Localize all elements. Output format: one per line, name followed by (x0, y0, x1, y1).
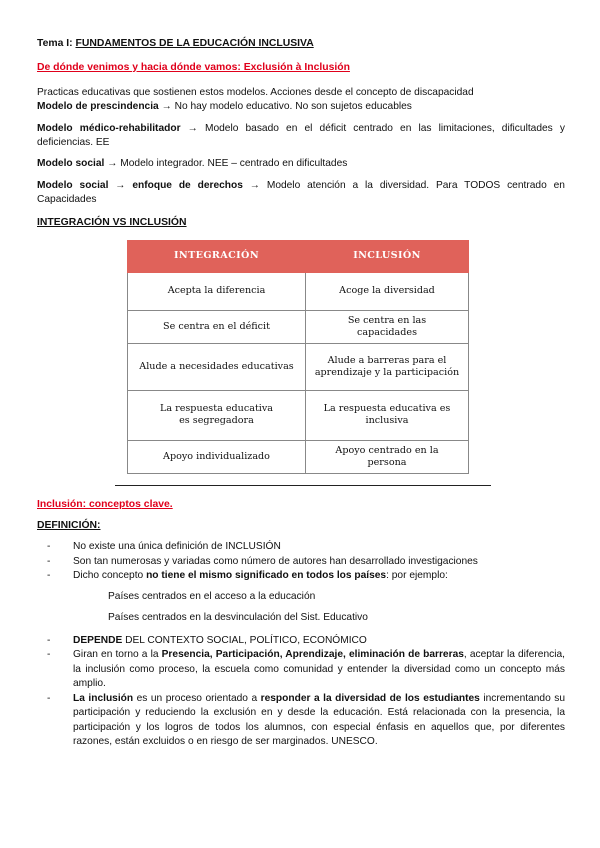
table-cell (128, 390, 306, 440)
table-cell (306, 440, 469, 473)
table-cell: Acoge la diversidad (306, 272, 469, 310)
list-item-emphasis: Presencia, Participación, Aprendizaje, eliminación de barreras (161, 649, 464, 661)
title-prefix: Tema I: (37, 38, 73, 49)
list-item-emphasis: no tiene el mismo significado en todos los países (146, 570, 387, 582)
list-item-text: : por ejemplo: (386, 570, 448, 582)
table-cell: Alude a necesidades educativas (128, 343, 306, 390)
table-header-row (128, 240, 469, 272)
arrow-right-icon: → (115, 179, 126, 191)
list-item-text: Dicho concepto (73, 570, 144, 582)
cell-text: La respuesta educativa es segregadora (159, 403, 274, 427)
comparison-table (127, 240, 469, 474)
model-name-tail: enfoque de derechos (132, 179, 243, 191)
model-name: Modelo de prescindencia (37, 101, 159, 113)
model-social (37, 157, 565, 171)
list-item-emphasis: DEPENDE (73, 634, 123, 646)
table-header-inclusion: INCLUSIÓN (306, 240, 469, 272)
model-name: Modelo social (37, 179, 109, 191)
list-item (37, 692, 565, 750)
list-item-text: es un proceso orientado a (136, 692, 258, 704)
section-heading-conceptos: Inclusión: conceptos clave. (37, 498, 173, 510)
model-name: Modelo social (37, 158, 105, 170)
model-desc: Modelo integrador. NEE – centrado en dificultades (120, 158, 348, 170)
list-item-text: DEL CONTEXTO SOCIAL, POLÍTICO, ECONÓMICO (125, 634, 367, 646)
table-row (128, 343, 469, 390)
table-cell (306, 390, 469, 440)
list-item-text: , aceptar la diferencia, la inclusión como proceso, la escuela como comunidad y entender la diversidad como un concepto más amplio. (73, 649, 565, 690)
model-desc: Modelo atención a la diversidad. Para TODOS centrado en Capacidades (37, 179, 565, 206)
list-item-text: incrementando su participación y reduciendo la exclusión en y desde la educación. Está relacionada con la presencia, la participación y los logros de todos los alumnos, con especial énfasis en aquellos que, por diferentes razones, están excluidos o en riesgo de ser marginados. UNESCO. (73, 692, 565, 748)
table-cell: Alude a barreras para el aprendizaje y la participación (306, 343, 469, 390)
section-heading-exclusion-inclusion: De dónde venimos y hacia dónde vamos: Exclusión à Inclusión (37, 61, 350, 73)
model-name: Modelo médico-rehabilitador (37, 122, 181, 134)
comparison-heading: INTEGRACIÓN VS INCLUSIÓN (37, 216, 187, 228)
model-prescindencia (37, 100, 565, 114)
model-desc: Modelo basado en el déficit centrado en las limitaciones, dificultades y deficiencias. EE (37, 122, 565, 148)
model-desc: No hay modelo educativo. No son sujetos educables (174, 101, 412, 113)
list-item (37, 634, 565, 648)
definition-list-2 (37, 634, 565, 750)
model-medico-rehabilitador (37, 122, 565, 151)
intro-text: Practicas educativas que sostienen estos modelos. Acciones desde el concepto de discapacidad (37, 86, 474, 98)
definition-heading: DEFINICIÓN: (37, 520, 101, 532)
table-row (128, 440, 469, 473)
cell-text: La respuesta educativa es inclusiva (323, 403, 451, 427)
table-cell: Apoyo individualizado (128, 440, 306, 473)
list-item: - No existe una única definición de INCLUSIÓN (37, 540, 565, 554)
table-cell: Acepta la diferencia (128, 272, 306, 310)
sub-example-desvinculacion: Países centrados en la desvinculación del Sist. Educativo (108, 612, 368, 624)
list-item-emphasis: responder a la diversidad de los estudiantes (260, 692, 480, 704)
title-text: FUNDAMENTOS DE LA EDUCACIÓN INCLUSIVA (75, 38, 314, 49)
table-header-integracion: INTEGRACIÓN (128, 240, 306, 272)
sub-example-acceso: Países centrados en el acceso a la educación (108, 590, 316, 602)
list-item (37, 569, 565, 583)
arrow-right-icon: → (249, 179, 260, 191)
table-row (128, 310, 469, 343)
arrow-right-icon: → (107, 158, 118, 170)
arrow-right-icon: → (187, 122, 198, 134)
document-title (37, 37, 565, 52)
list-item (37, 648, 565, 691)
cell-text: Apoyo centrado en la persona (335, 444, 439, 468)
horizontal-divider (115, 485, 491, 486)
list-item: - Son tan numerosas y variadas como número de autores han desarrollado investigaciones (37, 555, 565, 569)
list-item-text: Giran en torno a la (73, 649, 159, 661)
model-social-derechos (37, 179, 565, 208)
table-row (128, 390, 469, 440)
table-cell: Se centra en el déficit (128, 310, 306, 343)
arrow-right-icon: → (161, 101, 172, 113)
document-page (37, 36, 565, 750)
list-item-emphasis: La inclusión (73, 692, 134, 704)
table-row (128, 272, 469, 310)
cell-text: Se centra en las capacidades (347, 314, 427, 338)
definition-list (37, 540, 565, 583)
table-cell (306, 310, 469, 343)
